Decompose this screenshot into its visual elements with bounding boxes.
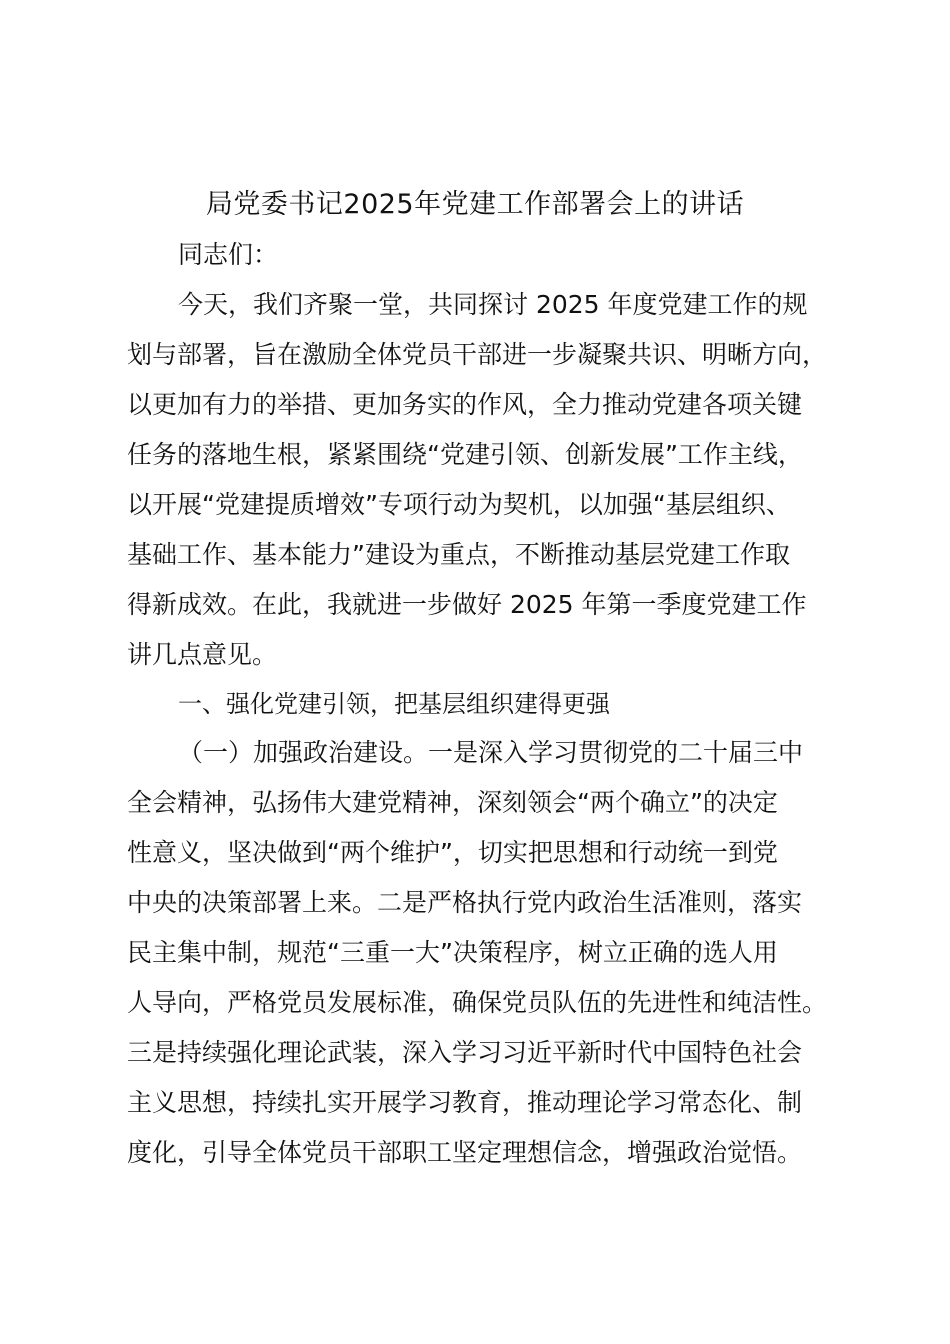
greeting: 同志们： [178, 240, 279, 269]
paragraph-line: 基础工作、基本能力”建设为重点，不断推动基层党建工作取 [127, 540, 790, 569]
paragraph-line: 全会精神，弘扬伟大建党精神，深刻领会“两个确立”的决定 [127, 788, 778, 817]
section-heading: 一、强化党建引领，把基层组织建得更强 [178, 690, 610, 718]
paragraph-line: 人导向，严格党员发展标准，确保党员队伍的先进性和纯洁性。 [127, 988, 828, 1017]
paragraph-line: 民主集中制，规范“三重一大”决策程序，树立正确的选人用 [127, 938, 778, 967]
paragraph-line: 得新成效。在此，我就进一步做好 2025 年第一季度党建工作 [127, 590, 807, 619]
paragraph-line: 度化，引导全体党员干部职工坚定理想信念，增强政治觉悟。 [127, 1138, 803, 1167]
document-title: 局党委书记2025年党建工作部署会上的讲话 [205, 189, 745, 220]
paragraph-line: 任务的落地生根，紧紧围绕“党建引领、创新发展”工作主线， [127, 440, 803, 469]
paragraph-line: （一）加强政治建设。一是深入学习贯彻党的二十届三中 [178, 738, 804, 767]
paragraph-intro [127, 280, 867, 680]
paragraph-line: 以开展“党建提质增效”专项行动为契机，以加强“基层组织、 [127, 490, 791, 519]
paragraph-line: 今天，我们齐聚一堂，共同探讨 2025 年度党建工作的规 [178, 290, 808, 319]
paragraph-line: 以更加有力的举措、更加务实的作风，全力推动党建各项关键 [127, 390, 803, 419]
paragraph-line: 主义思想，持续扎实开展学习教育，推动理论学习常态化、制 [127, 1088, 803, 1117]
paragraph-line: 三是持续强化理论武装，深入学习习近平新时代中国特色社会 [127, 1038, 803, 1067]
paragraph-line: 划与部署，旨在激励全体党员干部进一步凝聚共识、明晰方向， [127, 340, 828, 369]
paragraph-line: 中央的决策部署上来。二是严格执行党内政治生活准则，落实 [127, 888, 803, 917]
paragraph-political-building [127, 728, 867, 1178]
paragraph-line: 性意义，坚决做到“两个维护”，切实把思想和行动统一到党 [127, 838, 778, 867]
paragraph-line: 讲几点意见。 [127, 640, 278, 669]
